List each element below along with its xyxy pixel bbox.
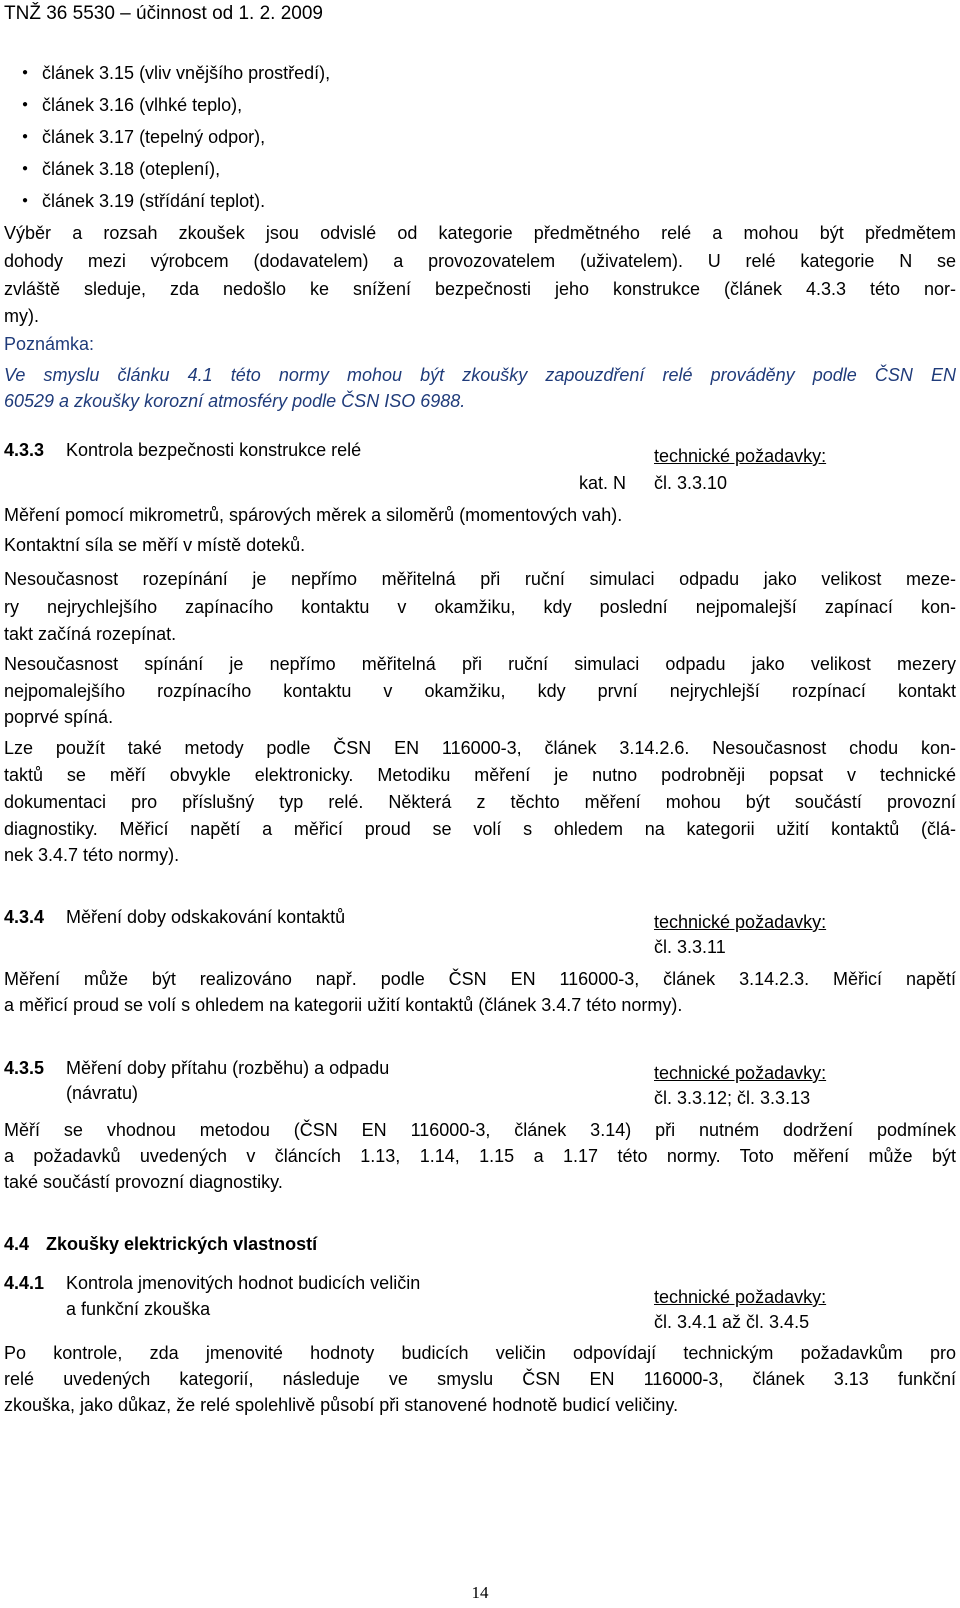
text-line: nejpomalejšího rozpínacího kontaktu v okamžiku, kdy první nejrychlejší rozpínací kontakt bbox=[4, 681, 956, 701]
text-line: zkouška, jako důkaz, že relé spolehlivě působí při stanovené hodnotě budicí veličiny. bbox=[4, 1395, 679, 1415]
text-line: Po kontrole, zda jmenovité hodnoty budicích veličin odpovídají technickým požadavkům pro bbox=[4, 1343, 956, 1363]
text-line: nek 3.4.7 této normy). bbox=[4, 845, 180, 865]
requirements-label: technické požadavky: bbox=[654, 1063, 827, 1083]
bullet-icon: ● bbox=[22, 99, 29, 110]
page-number: 14 bbox=[471, 1583, 489, 1602]
text-line: Nesoučasnost rozepínání je nepřímo měřitelná při ruční simulaci odpadu jako velikost meze- bbox=[4, 569, 956, 589]
text-line: Nesoučasnost spínání je nepřímo měřitelná při ruční simulaci odpadu jako velikost mezery bbox=[4, 654, 956, 674]
section-title: Zkoušky elektrických vlastností bbox=[46, 1234, 318, 1254]
requirements-ref: čl. 3.4.1 až čl. 3.4.5 bbox=[654, 1312, 810, 1332]
text-line: dokumentaci pro příslušný typ relé. Některá z těchto měření mohou být součástí provozní bbox=[4, 792, 956, 812]
text-line: my). bbox=[4, 306, 39, 326]
text-line: diagnostiky. Měřicí napětí a měřicí proud se volí s ohledem na kategorii užití kontaktů (člá- bbox=[4, 819, 956, 839]
text-line: dohody mezi výrobcem (dodavatelem) a provozovatelem (uživatelem). U relé kategorie N se bbox=[4, 251, 956, 271]
category-label: kat. N bbox=[579, 473, 627, 493]
requirements-label: technické požadavky: bbox=[654, 912, 827, 932]
list-item: článek 3.16 (vlhké teplo), bbox=[42, 95, 243, 115]
text-line: poprvé spíná. bbox=[4, 707, 114, 727]
text-line: a měřicí proud se volí s ohledem na kategorii užití kontaktů (článek 3.4.7 této normy). bbox=[4, 995, 683, 1015]
text-line: také součástí provozní diagnostiky. bbox=[4, 1172, 283, 1192]
section-title: Kontrola jmenovitých hodnot budicích veličin bbox=[66, 1273, 421, 1293]
document-header: TNŽ 36 5530 – účinnost od 1. 2. 2009 bbox=[4, 3, 323, 24]
section-title: Měření doby odskakování kontaktů bbox=[66, 907, 346, 927]
section-number: 4.4 bbox=[4, 1234, 30, 1254]
text-line: ry nejrychlejšího zapínacího kontaktu v okamžiku, kdy poslední nejpomalejší zapínací kon- bbox=[4, 597, 956, 617]
section-title: Kontrola bezpečnosti konstrukce relé bbox=[66, 440, 362, 460]
text-line: a požadavků uvedených v článcích 1.13, 1.14, 1.15 a 1.17 této normy. Toto měření může být bbox=[4, 1146, 956, 1166]
section-number: 4.4.1 bbox=[4, 1273, 45, 1293]
text-line: relé uvedených kategorií, následuje ve smyslu ČSN EN 116000-3, článek 3.13 funkční bbox=[4, 1369, 956, 1389]
list-item: článek 3.15 (vliv vnějšího prostředí), bbox=[42, 63, 331, 83]
text-line: Měření může být realizováno např. podle ČSN EN 116000-3, článek 3.14.2.3. Měřicí napětí bbox=[4, 969, 956, 989]
note-line: 60529 a zkoušky korozní atmosféry podle ČSN ISO 6988. bbox=[4, 391, 466, 411]
requirements-ref: čl. 3.3.12; čl. 3.3.13 bbox=[654, 1088, 811, 1108]
section-title-continued: (návratu) bbox=[66, 1083, 139, 1103]
paragraph: Kontaktní síla se měří v místě doteků. bbox=[4, 535, 306, 555]
section-title: Měření doby přítahu (rozběhu) a odpadu bbox=[66, 1058, 390, 1078]
requirements-label: technické požadavky: bbox=[654, 446, 827, 466]
section-number: 4.3.3 bbox=[4, 440, 45, 460]
text-line: zvláště sleduje, zda nedošlo ke snížení bezpečnosti jeho konstrukce (článek 4.3.3 této nor- bbox=[4, 279, 956, 299]
text-line: Měří se vhodnou metodou (ČSN EN 116000-3, článek 3.14) při nutném dodržení podmínek bbox=[4, 1120, 956, 1140]
bullet-icon: ● bbox=[22, 195, 29, 206]
bullet-icon: ● bbox=[22, 131, 29, 142]
note-label: Poznámka: bbox=[4, 334, 95, 354]
list-item: článek 3.17 (tepelný odpor), bbox=[42, 127, 266, 147]
section-number: 4.3.5 bbox=[4, 1058, 45, 1078]
section-number: 4.3.4 bbox=[4, 907, 45, 927]
section-title-continued: a funkční zkouška bbox=[66, 1299, 211, 1319]
paragraph: Měření pomocí mikrometrů, spárových měrek a siloměrů (momentových vah). bbox=[4, 505, 623, 525]
note-line: Ve smyslu článku 4.1 této normy mohou být zkoušky zapouzdření relé prováděny podle ČSN EN bbox=[4, 365, 956, 385]
text-line: taktů se měří obvykle elektronicky. Metodiku měření je nutno podrobněji popsat v technické bbox=[4, 765, 956, 785]
text-line: Lze použít také metody podle ČSN EN 116000-3, článek 3.14.2.6. Nesoučasnost chodu kon- bbox=[4, 738, 956, 758]
list-item: článek 3.18 (oteplení), bbox=[42, 159, 221, 179]
list-item: článek 3.19 (střídání teplot). bbox=[42, 191, 266, 211]
requirements-label: technické požadavky: bbox=[654, 1287, 827, 1307]
text-line: Výběr a rozsah zkoušek jsou odvislé od kategorie předmětného relé a mohou být předmětem bbox=[4, 223, 956, 243]
bullet-icon: ● bbox=[22, 67, 29, 78]
requirements-ref: čl. 3.3.11 bbox=[654, 937, 726, 957]
bullet-icon: ● bbox=[22, 163, 29, 174]
requirements-ref: čl. 3.3.10 bbox=[654, 473, 728, 493]
text-line: takt začíná rozepínat. bbox=[4, 624, 177, 644]
